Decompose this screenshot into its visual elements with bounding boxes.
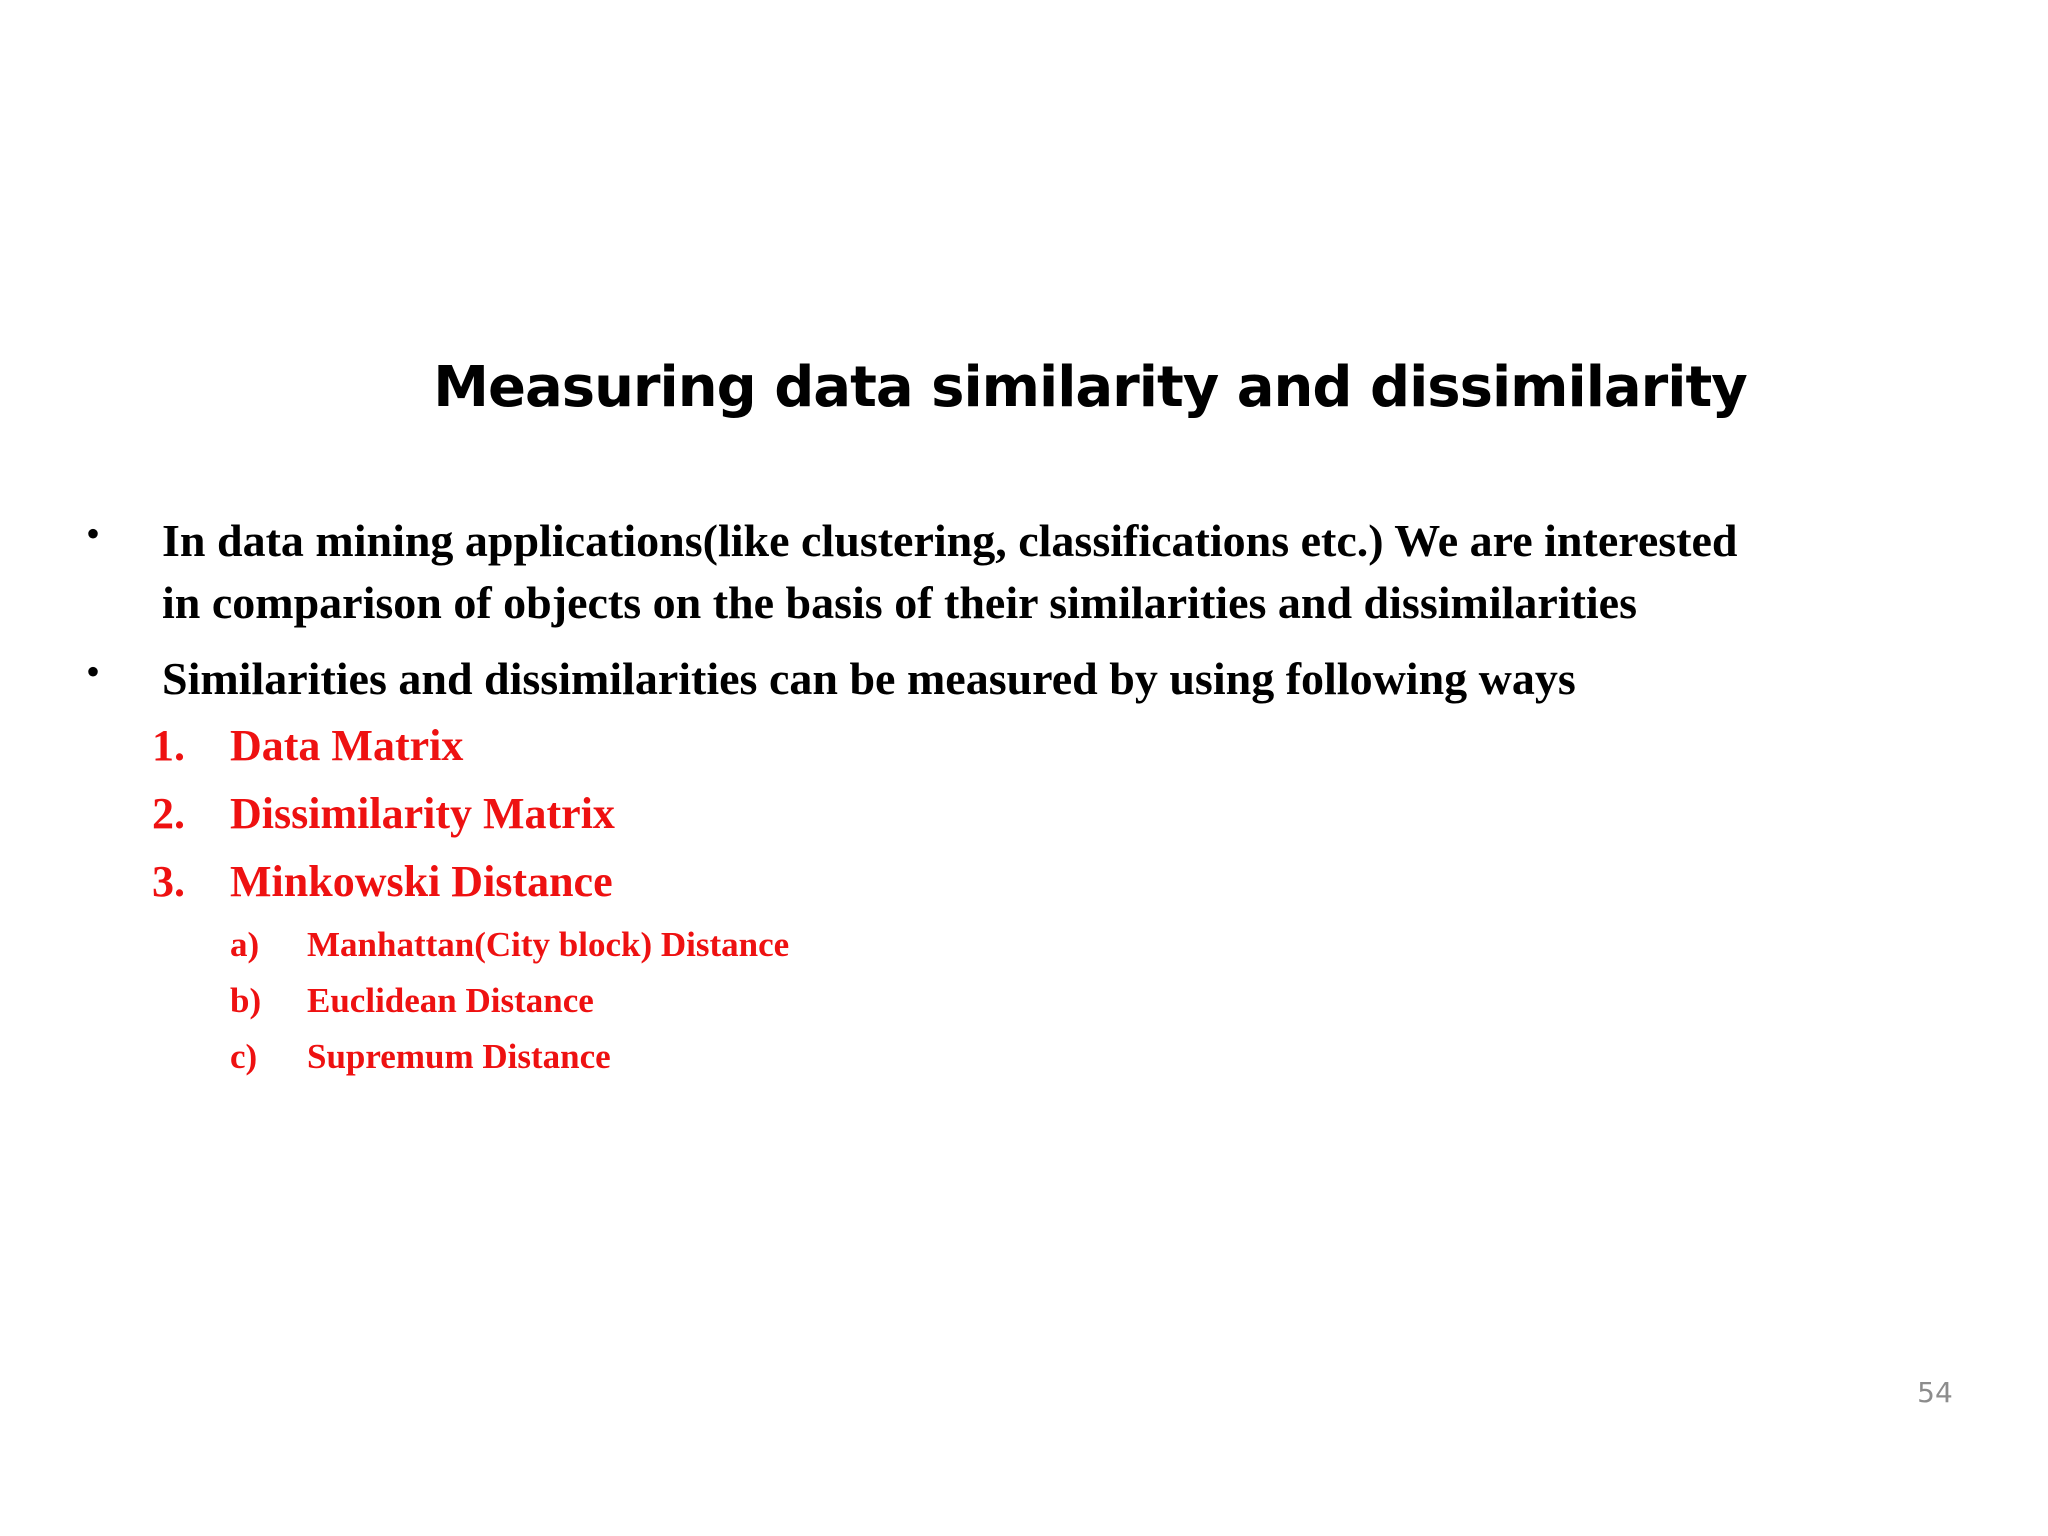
sub-method-letter: a) (230, 925, 260, 964)
method-label: Dissimilarity Matrix (230, 789, 615, 838)
page-number: 54 (1917, 1376, 1953, 1409)
sub-method-label: Euclidean Distance (307, 981, 594, 1020)
sub-method-label: Manhattan(City block) Distance (307, 925, 790, 964)
bullet-marker: • (86, 649, 101, 694)
sub-method-label: Supremum Distance (307, 1037, 611, 1076)
method-label: Minkowski Distance (230, 857, 613, 906)
bullet-text-line: In data mining applications(like clustering, classifications etc.) We are interested (162, 515, 1738, 566)
method-number: 1. (152, 721, 185, 770)
sub-method-letter: c) (230, 1037, 258, 1076)
method-item (152, 856, 613, 907)
method-item (152, 788, 615, 839)
sub-method-item (230, 1037, 611, 1077)
bullet-item (86, 510, 1986, 640)
slide-title: Measuring data similarity and dissimilarity (433, 355, 1747, 420)
method-number: 3. (152, 857, 185, 906)
bullet-text-line: in comparison of objects on the basis of their similarities and dissimilarities (162, 577, 1637, 628)
bullet-text-line: Similarities and dissimilarities can be measured by using following ways (162, 653, 1576, 704)
method-label: Data Matrix (230, 721, 464, 770)
bullet-marker: • (86, 511, 101, 556)
sub-method-item (230, 925, 789, 965)
method-number: 2. (152, 789, 185, 838)
sub-method-item (230, 981, 594, 1021)
sub-method-letter: b) (230, 981, 262, 1020)
method-item (152, 720, 463, 771)
bullet-item (86, 648, 1986, 718)
